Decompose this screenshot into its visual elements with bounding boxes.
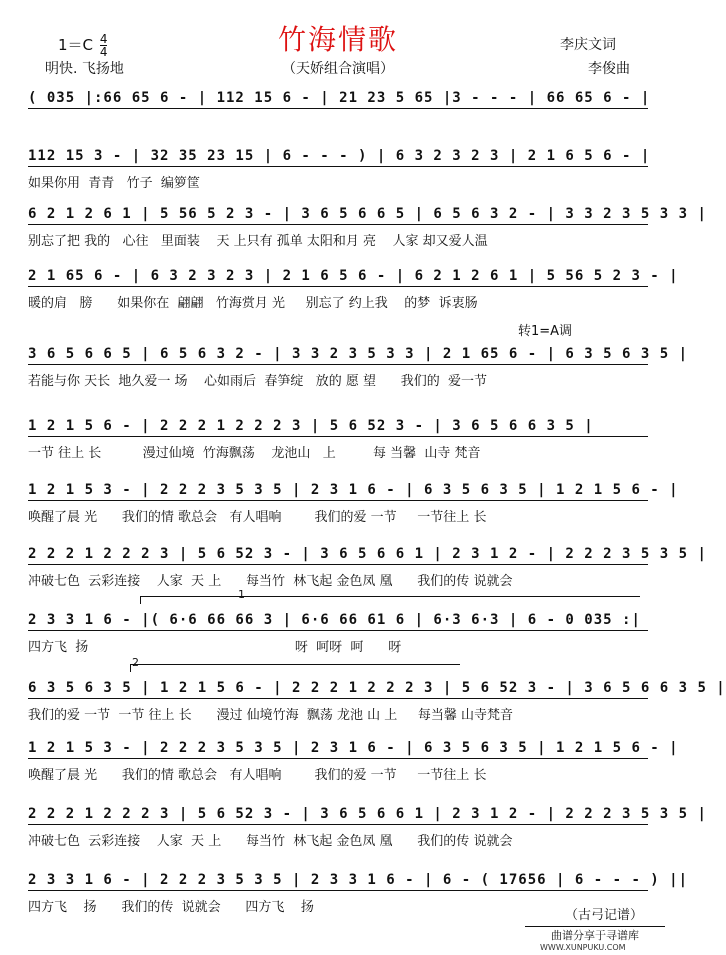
underline-beam	[28, 564, 648, 565]
underline-beam	[28, 758, 648, 759]
score-row	[28, 206, 707, 268]
lyric-line: 四方飞 扬 呀 呵呀 呵 呀	[28, 640, 402, 655]
notation-line: 2 3 3 1 6 - |( 6·6 66 66 3 | 6·6 66 61 6 | 6·3 6·3 | 6 - 0 035 :|	[28, 612, 641, 628]
lyric-line: 别忘了把 我的 心往 里面装 天 上只有 孤单 太阳和月 亮 人家 却又爱人温	[28, 234, 488, 249]
notation-line: 6 2 1 2 6 1 | 5 56 5 2 3 - | 3 6 5 6 6 5 | 6 5 6 3 2 - | 3 3 2 3 5 3 3 |	[28, 206, 707, 222]
notation-line: 3 6 5 6 6 5 | 6 5 6 3 2 - | 3 3 2 3 5 3 3 | 2 1 65 6 - | 6 3 5 6 3 5 |	[28, 346, 689, 362]
time-signature-bottom: 4	[99, 45, 108, 59]
notation-line: 2 1 65 6 - | 6 3 2 3 2 3 | 2 1 6 5 6 - | 6 2 1 2 6 1 | 5 56 5 2 3 - |	[28, 268, 679, 284]
underline-beam	[28, 436, 648, 437]
lyric-line: 如果你用 青青 竹子 编箩筐	[28, 176, 200, 191]
score-row	[28, 806, 707, 868]
time-signature-top: 4	[99, 32, 108, 46]
volta-1-label: 1	[238, 588, 245, 601]
notation-line: 2 3 3 1 6 - | 2 2 2 3 5 3 5 | 2 3 3 1 6 - | 6 - ( 17656 | 6 - - - ) ||	[28, 872, 689, 888]
score-row	[28, 680, 726, 742]
lyric-line: 暖的肩 膀 如果你在 翩翩 竹海赏月 光 别忘了 约上我 的梦 诉衷肠	[28, 296, 478, 311]
score-row	[28, 482, 679, 544]
notation-line: 2 2 2 1 2 2 2 3 | 5 6 52 3 - | 3 6 5 6 6 1 | 2 3 1 2 - | 2 2 2 3 5 3 5 |	[28, 546, 707, 562]
performer: （天娇组合演唱）	[282, 61, 394, 77]
volta-2-tick	[130, 664, 131, 672]
lyricist: 李庆文词	[560, 37, 616, 53]
modulation-note: 转1=A调	[518, 324, 573, 339]
key-signature	[58, 33, 107, 58]
time-signature	[100, 33, 108, 58]
notation-line: 1 2 1 5 6 - | 2 2 2 1 2 2 2 3 | 5 6 52 3 - | 3 6 5 6 6 3 5 |	[28, 418, 594, 434]
volta-2-line	[130, 664, 460, 665]
score-row	[28, 148, 651, 210]
underline-beam	[28, 824, 648, 825]
underline-beam	[28, 698, 648, 699]
notation-line: 6 3 5 6 3 5 | 1 2 1 5 6 - | 2 2 2 1 2 2 2 3 | 5 6 52 3 - | 3 6 5 6 6 3 5 |	[28, 680, 726, 696]
notation-line: 2 2 2 1 2 2 2 3 | 5 6 52 3 - | 3 6 5 6 6 1 | 2 3 1 2 - | 2 2 2 3 5 3 5 |	[28, 806, 707, 822]
lyric-line: 我们的爱 一节 一节 往上 长 漫过 仙境竹海 飘荡 龙池 山 上 每当馨 山寺梵音	[28, 708, 514, 723]
score-row	[28, 740, 679, 802]
underline-beam	[28, 364, 648, 365]
key-label: 1＝C	[58, 36, 94, 54]
lyric-line: 唤醒了晨 光 我们的情 歌总会 有人唱响 我们的爱 一节 一节往上 长	[28, 768, 487, 783]
notation-line: ( 035 |:66 65 6 - | 112 15 6 - | 21 23 5 65 |3 - - - | 66 65 6 - |	[28, 90, 651, 106]
volta-1-tick	[140, 596, 141, 604]
volta-2-label: 2	[132, 656, 139, 669]
lyric-line: 冲破七色 云彩连接 人家 天 上 每当竹 林飞起 金色凤 凰 我们的传 说就会	[28, 834, 513, 849]
underline-beam	[28, 166, 648, 167]
notation-line: 1 2 1 5 3 - | 2 2 2 3 5 3 5 | 2 3 1 6 - | 6 3 5 6 3 5 | 1 2 1 5 6 - |	[28, 482, 679, 498]
transcriber: （古弓记谱）	[565, 908, 644, 923]
notation-line: 112 15 3 - | 32 35 23 15 | 6 - - - ) | 6 3 2 3 2 3 | 2 1 6 5 6 - |	[28, 148, 651, 164]
score-row	[28, 546, 707, 608]
underline-beam	[28, 286, 648, 287]
volta-1-line	[140, 596, 640, 597]
lyric-line: 唤醒了晨 光 我们的情 歌总会 有人唱响 我们的爱 一节 一节往上 长	[28, 510, 487, 525]
underline-beam	[28, 500, 648, 501]
score-row	[28, 872, 689, 934]
score-row	[28, 346, 689, 408]
notation-line: 1 2 1 5 3 - | 2 2 2 3 5 3 5 | 2 3 1 6 - | 6 3 5 6 3 5 | 1 2 1 5 6 - |	[28, 740, 679, 756]
underline-beam	[28, 108, 648, 109]
composer: 李俊曲	[588, 61, 630, 77]
score-row	[28, 90, 651, 152]
song-title: 竹海情歌	[277, 23, 398, 56]
footer-credit: 曲谱分享于寻谱库	[525, 926, 665, 943]
footer-url: WWW.XUNPUKU.COM	[540, 943, 626, 952]
lyric-line: 冲破七色 云彩连接 人家 天 上 每当竹 林飞起 金色凤 凰 我们的传 说就会	[28, 574, 513, 589]
lyric-line: 一节 往上 长 漫过仙境 竹海飘荡 龙池山 上 每 当馨 山寺 梵音	[28, 446, 481, 461]
underline-beam	[28, 224, 648, 225]
lyric-line: 若能与你 天长 地久爱一 场 心如雨后 春笋绽 放的 愿 望 我们的 爱一节	[28, 374, 488, 389]
lyric-line: 四方飞 扬 我们的传 说就会 四方飞 扬	[28, 900, 314, 915]
underline-beam	[28, 890, 648, 891]
underline-beam	[28, 630, 648, 631]
tempo-marking: 明快. 飞扬地	[45, 61, 124, 77]
score-row	[28, 418, 648, 480]
